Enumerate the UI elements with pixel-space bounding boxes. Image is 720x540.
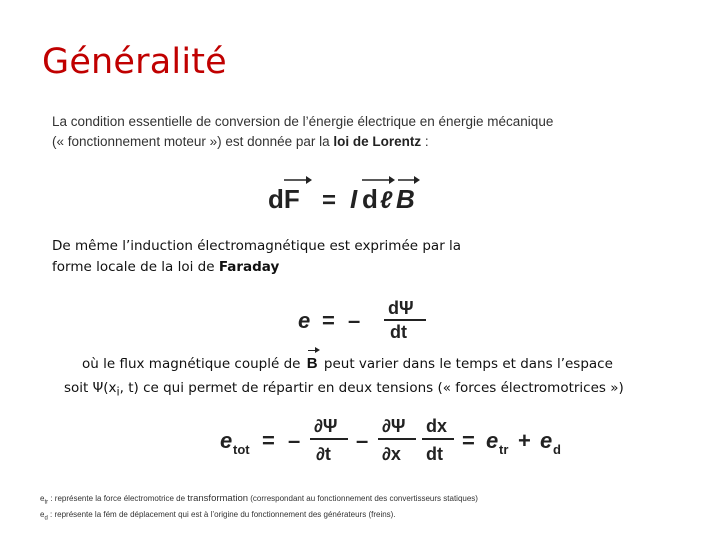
induction-line-1: De même l’induction électromagnétique est exprimée par la xyxy=(52,238,462,254)
footnote-ed-subscript: d xyxy=(44,515,48,522)
etot-equals-2: = xyxy=(462,428,475,453)
etot-equals: = xyxy=(262,428,275,453)
footnote-etr xyxy=(40,493,700,509)
etr-e: e xyxy=(486,428,499,453)
frac1-numerator: ∂Ψ xyxy=(314,416,338,436)
intro-line-2-suffix: : xyxy=(421,134,429,149)
etot-minus-1: – xyxy=(288,428,301,453)
faraday-equals: = xyxy=(322,308,335,333)
faraday-equation xyxy=(296,292,436,344)
faraday-minus: – xyxy=(348,308,361,333)
ed-subscript: d xyxy=(553,442,561,457)
footnote-etr-subscript: tr xyxy=(44,499,49,506)
frac1-denominator: ∂t xyxy=(316,444,331,464)
lorentz-equation xyxy=(262,170,432,218)
footnote-etr-text-c: (correspondant au fonctionnement des convertisseurs statiques) xyxy=(248,494,478,503)
flux-line-1 xyxy=(52,352,692,376)
induction-paragraph xyxy=(52,236,552,278)
frac2-numerator: ∂Ψ xyxy=(382,416,406,436)
etr-subscript: tr xyxy=(499,442,509,457)
etot-e: e xyxy=(220,428,233,453)
induction-line-2-prefix: forme locale de la loi de xyxy=(52,259,219,275)
footnote-etr-text-a: : représente la force électromotrice de xyxy=(48,494,188,503)
faraday-law-term: Faraday xyxy=(218,259,280,275)
frac3-numerator: dx xyxy=(426,416,448,436)
intro-line-1: La condition essentielle de conversion de l’énergie électrique en énergie mécanique xyxy=(52,114,554,129)
lorentz-ell: ℓ xyxy=(380,187,393,214)
flux-line-2 xyxy=(52,376,692,405)
page-title: Généralité xyxy=(42,42,227,82)
etot-minus-2: – xyxy=(356,428,369,453)
lorentz-d: d xyxy=(362,184,378,214)
lorentz-I: I xyxy=(350,184,358,214)
footnote-ed xyxy=(40,509,700,525)
faraday-numerator: dΨ xyxy=(388,298,414,318)
footnote-ed-symbol: e xyxy=(40,509,45,519)
flux-paragraph xyxy=(52,352,692,405)
footnotes xyxy=(40,493,700,524)
flux-line-2-suffix: , t) ce qui permet de répartir en deux tensions (« forces électromotrices ») xyxy=(119,380,624,396)
intro-paragraph xyxy=(52,112,672,152)
etot-plus: + xyxy=(518,428,531,453)
flux-line-2-prefix: soit Ψ(x xyxy=(64,380,117,396)
etot-subscript: tot xyxy=(233,442,250,457)
intro-line-2-prefix: (« fonctionnement moteur ») est donnée par la xyxy=(52,134,334,149)
ed-e: e xyxy=(540,428,553,453)
lorentz-equals: = xyxy=(322,187,337,214)
lorentz-B: B xyxy=(396,184,415,214)
flux-line-2-subscript: i xyxy=(116,385,120,399)
footnote-etr-symbol: e xyxy=(40,494,45,503)
lorentz-dF: dF xyxy=(268,184,300,214)
frac2-denominator: ∂x xyxy=(382,444,401,464)
vector-b-symbol: B xyxy=(307,352,318,376)
faraday-denominator: dt xyxy=(390,322,407,342)
footnote-ed-text: : représente la fém de déplacement qui est à l’origine du fonctionnement des générateurs (freins). xyxy=(47,509,396,519)
lorentz-law-term: loi de Lorentz xyxy=(333,134,422,149)
flux-line-1-suffix: peut varier dans le temps et dans l’espace xyxy=(319,356,613,372)
frac3-denominator: dt xyxy=(426,444,443,464)
footnote-etr-text-b: transformation xyxy=(187,493,249,504)
total-emf-equation xyxy=(218,410,578,472)
faraday-e: e xyxy=(298,308,311,333)
flux-line-1-prefix: où le flux magnétique couplé de xyxy=(82,356,305,372)
